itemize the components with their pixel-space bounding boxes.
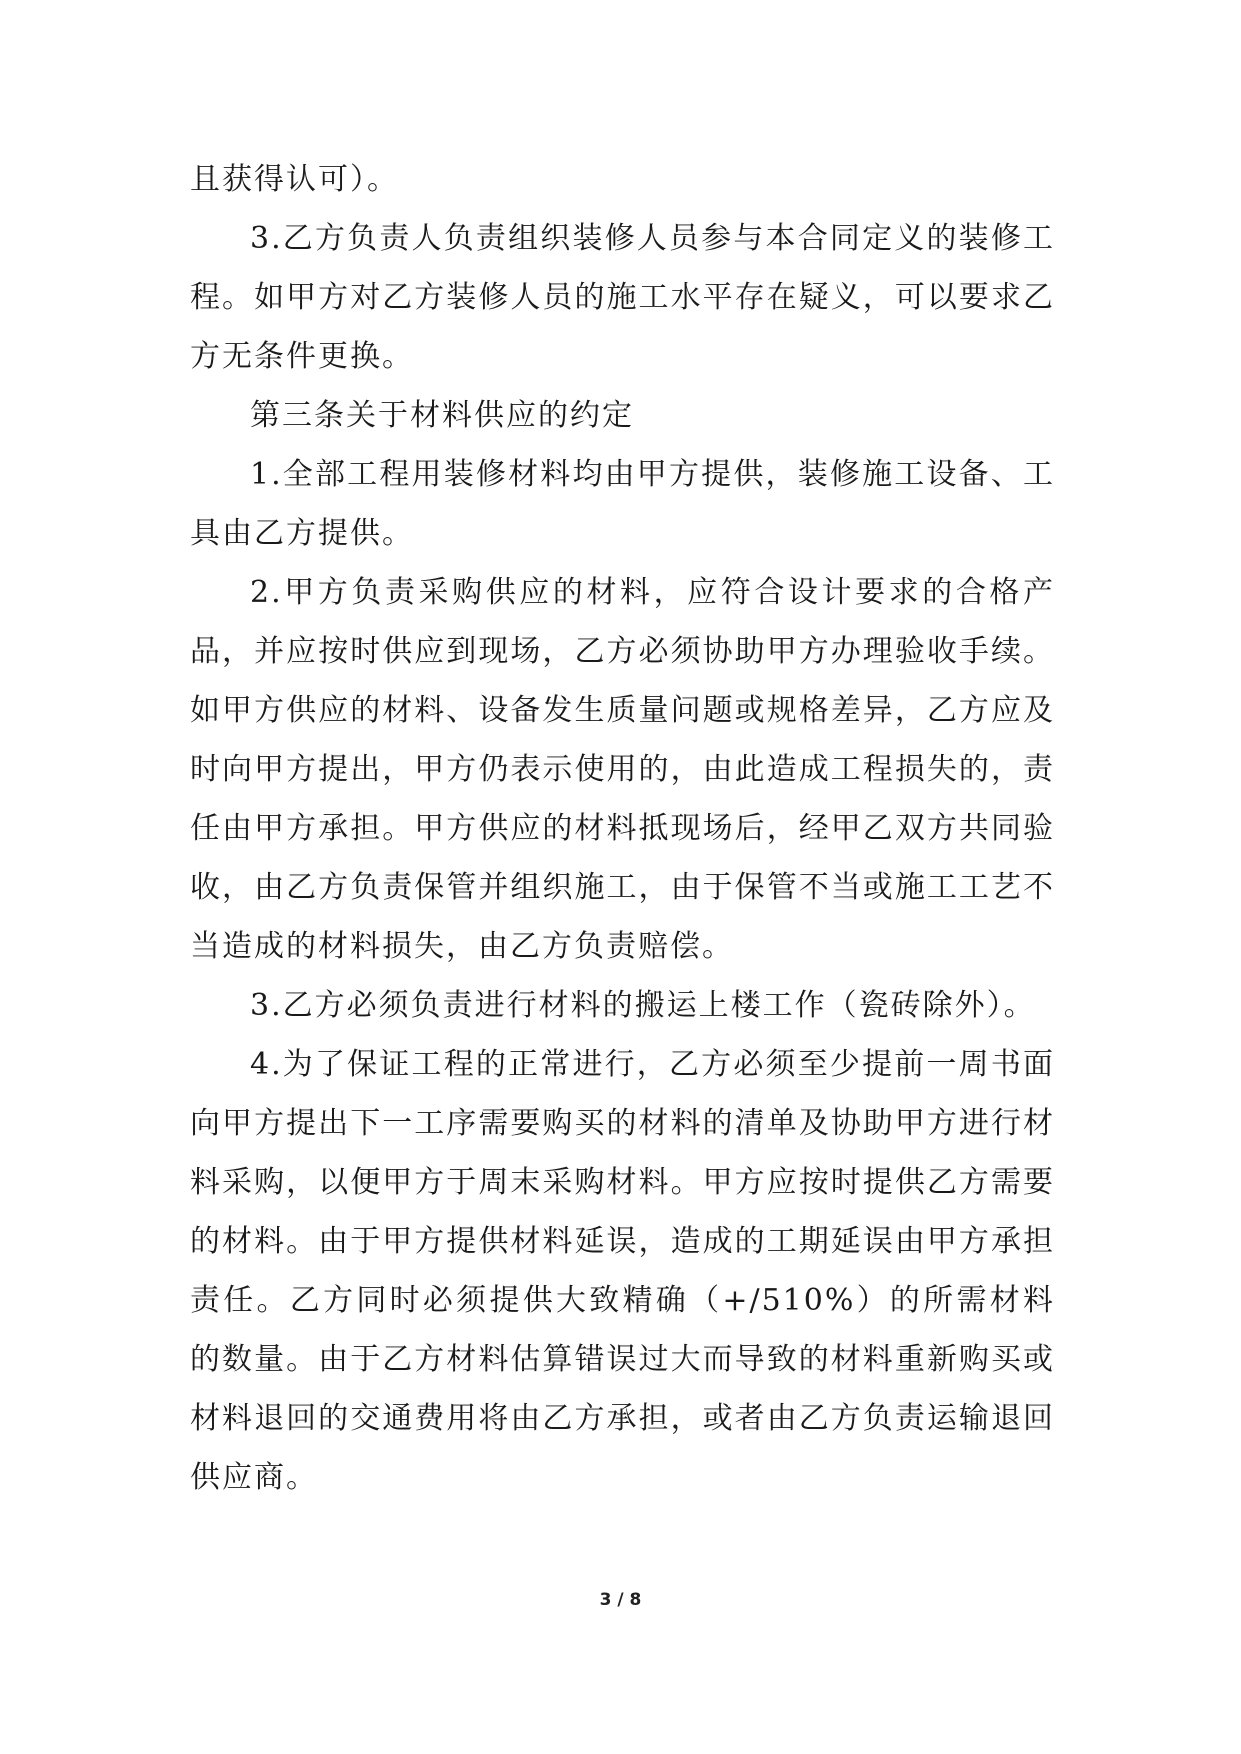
page-number: 3 / 8 (599, 1590, 642, 1610)
paragraph-clause-2-procurement: 2.甲方负责采购供应的材料，应符合设计要求的合格产品，并应按时供应到现场，乙方必须协助甲方办理验收手续。如甲方供应的材料、设备发生质量问题或规格差异，乙方应及时向甲方提出，甲方仍表示使用的，由此造成工程损失的，责任由甲方承担。甲方供应的材料抵现场后，经甲乙双方共同验收，由乙方负责保管并组织施工，由于保管不当或施工工艺不当造成的材料损失，由乙方负责赔偿。 (190, 575, 1055, 964)
document-body (190, 150, 1055, 1507)
section-heading-article-3: 第三条关于材料供应的约定 (250, 398, 634, 433)
paragraph-clause-1-materials: 1.全部工程用装修材料均由甲方提供，装修施工设备、工具由乙方提供。 (190, 457, 1055, 551)
paragraph-clause-3-transport: 3.乙方必须负责进行材料的搬运上楼工作（瓷砖除外）。 (250, 988, 1036, 1023)
paragraph-clause-4-schedule: 4.为了保证工程的正常进行，乙方必须至少提前一周书面向甲方提出下一工序需要购买的材料的清单及协助甲方进行材料采购，以便甲方于周末采购材料。甲方应按时提供乙方需要的材料。由于甲方提供材料延误，造成的工期延误由甲方承担责任。乙方同时必须提供大致精确（+/510%）的所需材料的数量。由于乙方材料估算错误过大而导致的材料重新购买或材料退回的交通费用将由乙方承担，或者由乙方负责运输退回供应商。 (190, 1047, 1055, 1495)
paragraph-clause-3-staff: 3.乙方负责人负责组织装修人员参与本合同定义的装修工程。如甲方对乙方装修人员的施工水平存在疑义，可以要求乙方无条件更换。 (190, 221, 1055, 374)
paragraph-continuation: 且获得认可）。 (190, 162, 399, 197)
